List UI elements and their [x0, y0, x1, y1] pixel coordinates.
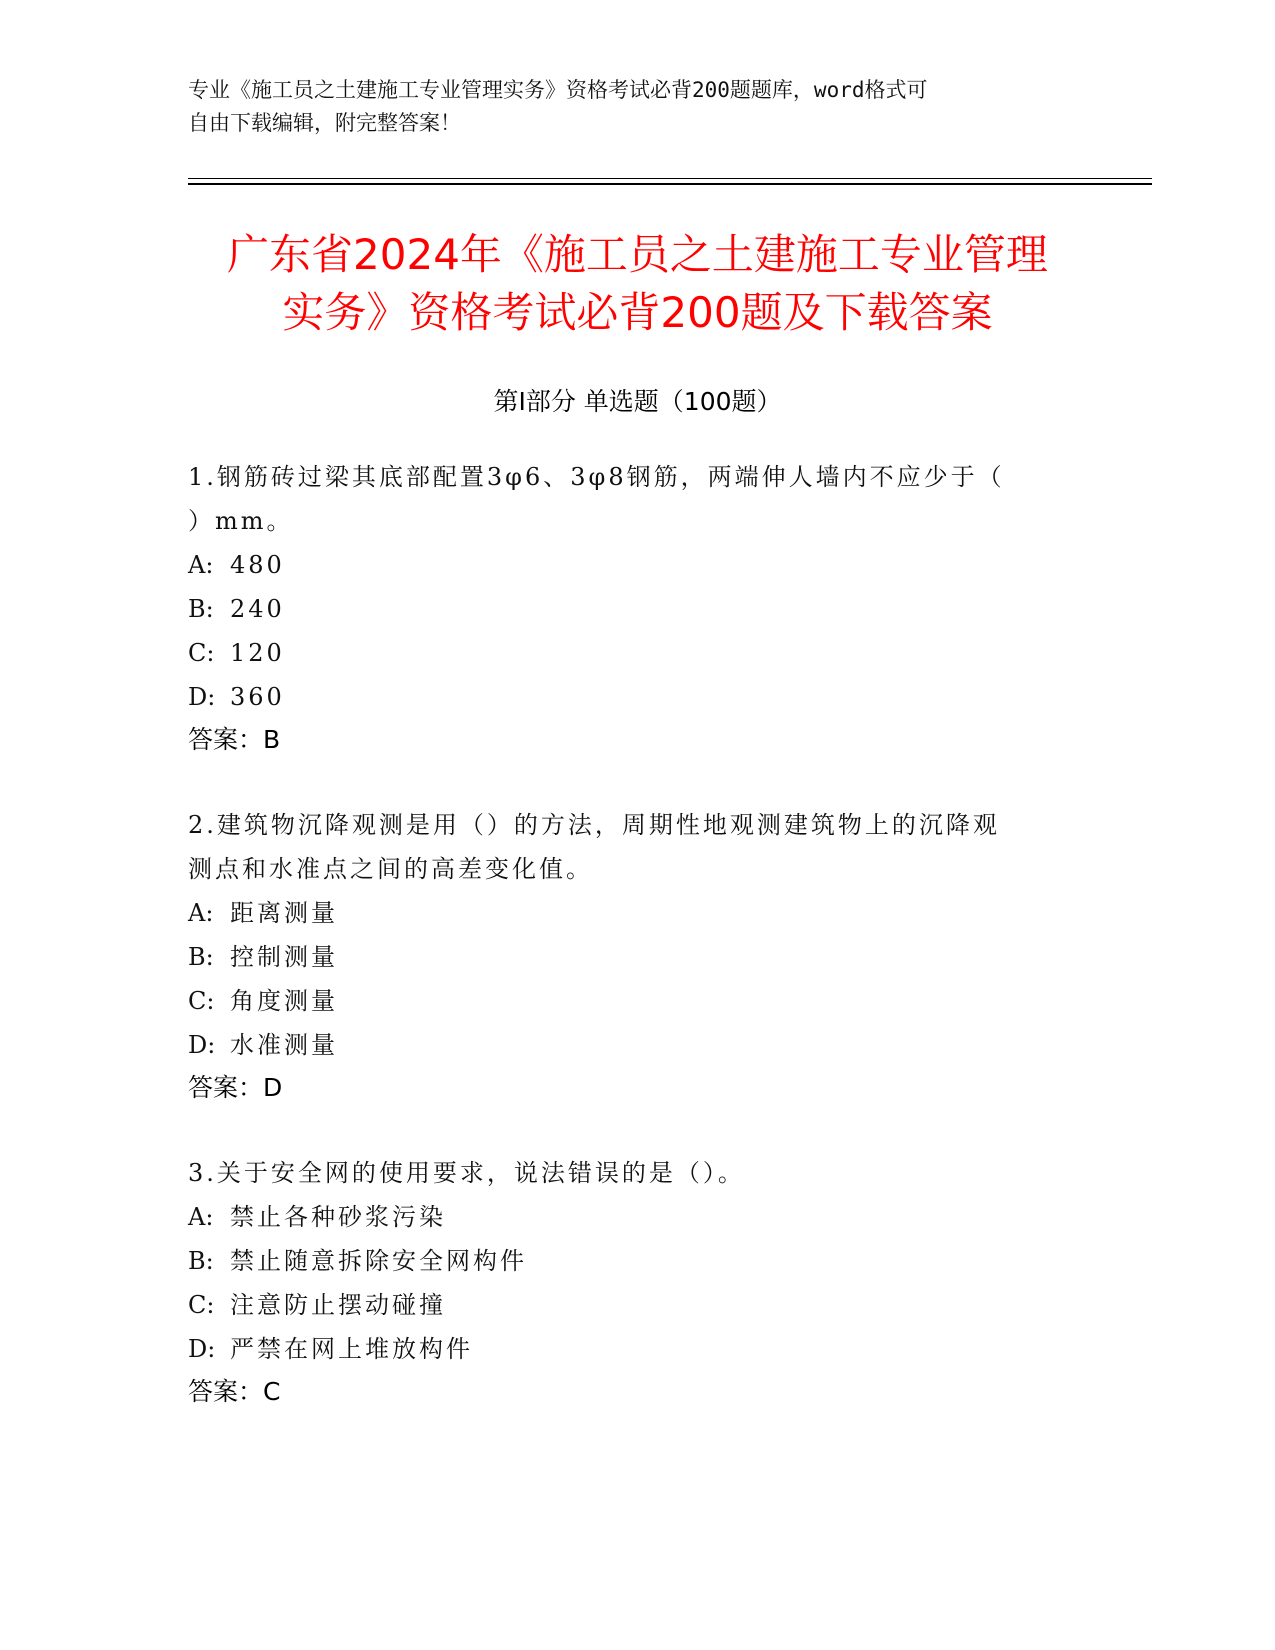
option-key: A:: [188, 899, 214, 927]
option-text: 水准测量: [230, 1031, 338, 1059]
option-key: B:: [188, 943, 214, 971]
option-text: 角度测量: [230, 987, 338, 1015]
header-divider-thick: [188, 183, 1152, 185]
option-text: 禁止随意拆除安全网构件: [230, 1247, 527, 1275]
question-3-option-d: [188, 1332, 473, 1366]
option-text: 240: [230, 595, 285, 623]
document-title: [150, 226, 1125, 342]
option-key: A:: [188, 551, 214, 579]
question-1-answer: 答案：B: [188, 725, 281, 754]
question-1-option-b: [188, 592, 285, 626]
question-2-answer: 答案：D: [188, 1073, 283, 1102]
option-text: 控制测量: [230, 943, 338, 971]
document-title-line-1: 广东省2024年《施工员之土建施工专业管理: [227, 230, 1048, 279]
option-key: D:: [188, 1031, 216, 1059]
header-note: [188, 74, 1088, 140]
question-2-text-line-1: 2.建筑物沉降观测是用（）的方法，周期性地观测建筑物上的沉降观: [188, 811, 1000, 839]
question-1-text-line-2: ）mm。: [188, 507, 294, 535]
option-key: B:: [188, 595, 214, 623]
question-3-text-line-1: 3.关于安全网的使用要求，说法错误的是（）。: [188, 1159, 745, 1187]
question-2-option-b: [188, 940, 338, 974]
question-3-option-b: [188, 1244, 527, 1278]
section-heading: 第Ⅰ部分 单选题（100题）: [493, 387, 782, 416]
option-text: 360: [230, 683, 285, 711]
option-text: 禁止各种砂浆污染: [230, 1203, 446, 1231]
question-2-option-a: [188, 896, 338, 930]
question-1-option-d: [188, 680, 285, 714]
option-key: C:: [188, 639, 215, 667]
question-2-text-line-2: 测点和水准点之间的高差变化值。: [188, 855, 593, 883]
question-1-option-c: [188, 636, 285, 670]
option-key: D:: [188, 1335, 216, 1363]
header-divider-thin: [188, 178, 1152, 179]
option-key: C:: [188, 987, 215, 1015]
option-text: 严禁在网上堆放构件: [230, 1335, 473, 1363]
option-key: B:: [188, 1247, 214, 1275]
header-note-line-2: 自由下载编辑，附完整答案！: [188, 111, 461, 135]
option-text: 120: [230, 639, 285, 667]
header-note-line-1: 专业《施工员之土建施工专业管理实务》资格考试必背200题题库，word格式可: [188, 78, 928, 102]
question-2-option-d: [188, 1028, 338, 1062]
option-key: A:: [188, 1203, 214, 1231]
question-1-option-a: [188, 548, 285, 582]
option-key: C:: [188, 1291, 215, 1319]
question-3-answer: 答案：C: [188, 1377, 281, 1406]
document-title-line-2: 实务》资格考试必背200题及下载答案: [282, 288, 993, 337]
option-text: 距离测量: [230, 899, 338, 927]
question-3-option-a: [188, 1200, 446, 1234]
question-3-option-c: [188, 1288, 446, 1322]
question-1-text-line-1: 1.钢筋砖过梁其底部配置3φ6、3φ8钢筋，两端伸人墙内不应少于（: [188, 463, 1005, 491]
option-text: 480: [230, 551, 285, 579]
question-2-option-c: [188, 984, 338, 1018]
option-key: D:: [188, 683, 216, 711]
option-text: 注意防止摆动碰撞: [230, 1291, 446, 1319]
